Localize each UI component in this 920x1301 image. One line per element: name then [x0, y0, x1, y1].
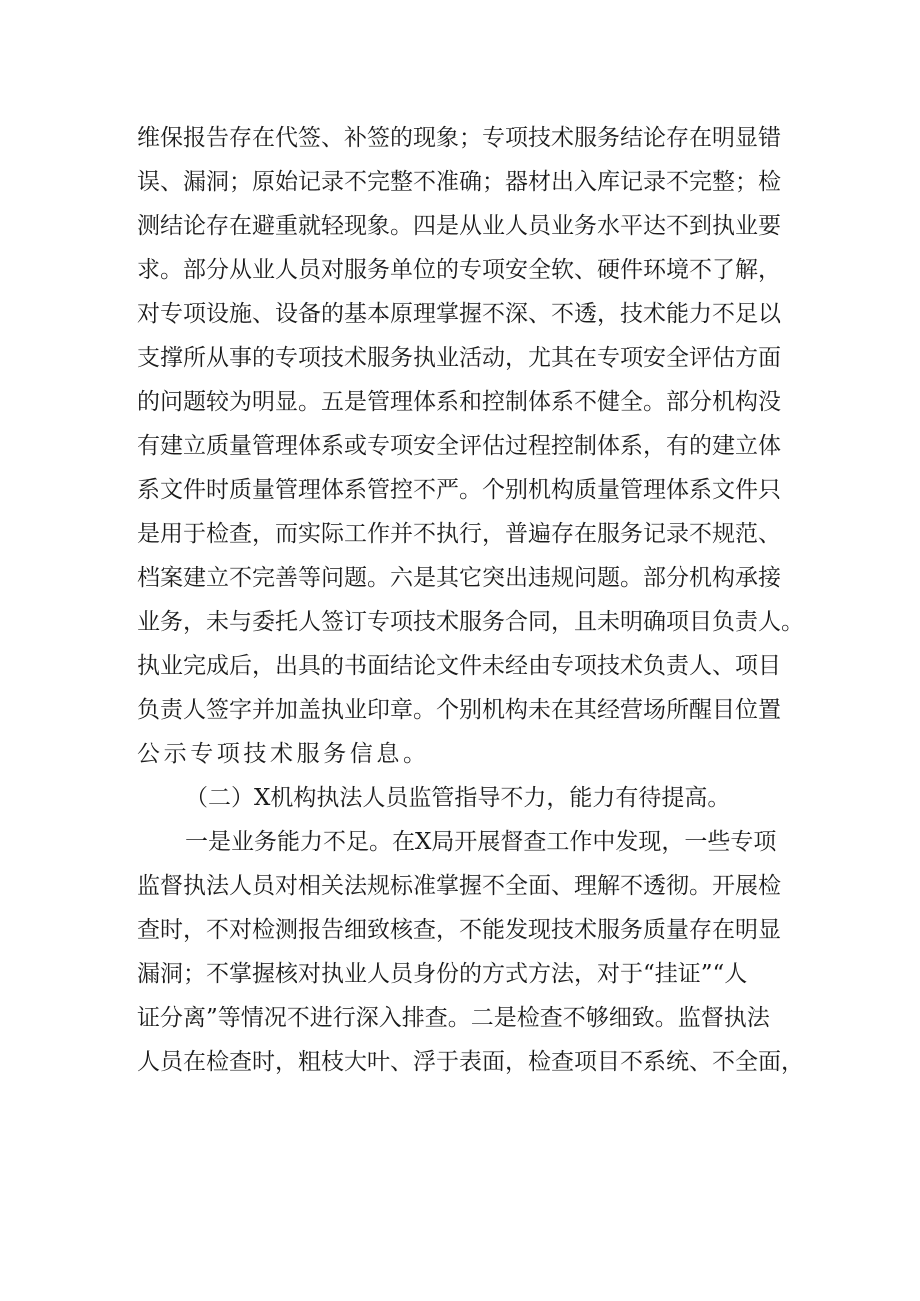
text-line-18: 监督执法人员对相关法规标准掌握不全面、理解不透彻。开展检: [137, 873, 781, 899]
text-line-6: 支撑所从事的专项技术服务执业活动，尤其在专项安全评估方面: [137, 345, 781, 371]
text-line-1: 维保报告存在代签、补签的现象；专项技术服务结论存在明显错: [137, 125, 781, 151]
text-line-11: 档案建立不完善等问题。六是其它突出违规问题。部分机构承接: [137, 565, 781, 591]
text-line-17: 一是业务能力不足。在X局开展督查工作中发现，一些专项: [185, 829, 777, 855]
text-line-8: 有建立质量管理体系或专项安全评估过程控制体系，有的建立体: [137, 433, 781, 459]
section-heading: （二）X机构执法人员监管指导不力，能力有待提高。: [185, 785, 731, 811]
text-line-10: 是用于检查，而实际工作并不执行，普遍存在服务记录不规范、: [137, 521, 781, 547]
text-line-14: 负责人签字并加盖执业印章。个别机构未在其经营场所醒目位置: [137, 697, 781, 723]
text-line-9: 系文件时质量管理体系管控不严。个别机构质量管理体系文件只: [137, 477, 781, 503]
text-line-22: 人员在检查时，粗枝大叶、浮于表面，检查项目不系统、不全面，: [137, 1049, 804, 1075]
text-line-20: 漏洞；不掌握核对执业人员身份的方式方法，对于“挂证”“人: [137, 961, 748, 987]
text-line-12: 业务，未与委托人签订专项技术服务合同，且未明确项目负责人。: [137, 609, 804, 635]
text-line-15: 公示专项技术服务信息。: [137, 741, 430, 767]
text-line-21: 证分离”等情况不进行深入排查。二是检查不够细致。监督执法: [137, 1005, 770, 1031]
text-line-5: 对专项设施、设备的基本原理掌握不深、不透，技术能力不足以: [137, 301, 781, 327]
text-line-7: 的问题较为明显。五是管理体系和控制体系不健全。部分机构没: [137, 389, 781, 415]
text-line-13: 执业完成后，出具的书面结论文件未经由专项技术负责人、项目: [137, 653, 781, 679]
text-line-3: 测结论存在避重就轻现象。四是从业人员业务水平达不到执业要: [137, 213, 781, 239]
text-line-2: 误、漏洞；原始记录不完整不准确；器材出入库记录不完整；检: [137, 169, 781, 195]
text-line-4: 求。部分从业人员对服务单位的专项安全软、硬件环境不了解，: [137, 257, 781, 283]
text-line-19: 查时，不对检测报告细致核查，不能发现技术服务质量存在明显: [137, 917, 781, 943]
